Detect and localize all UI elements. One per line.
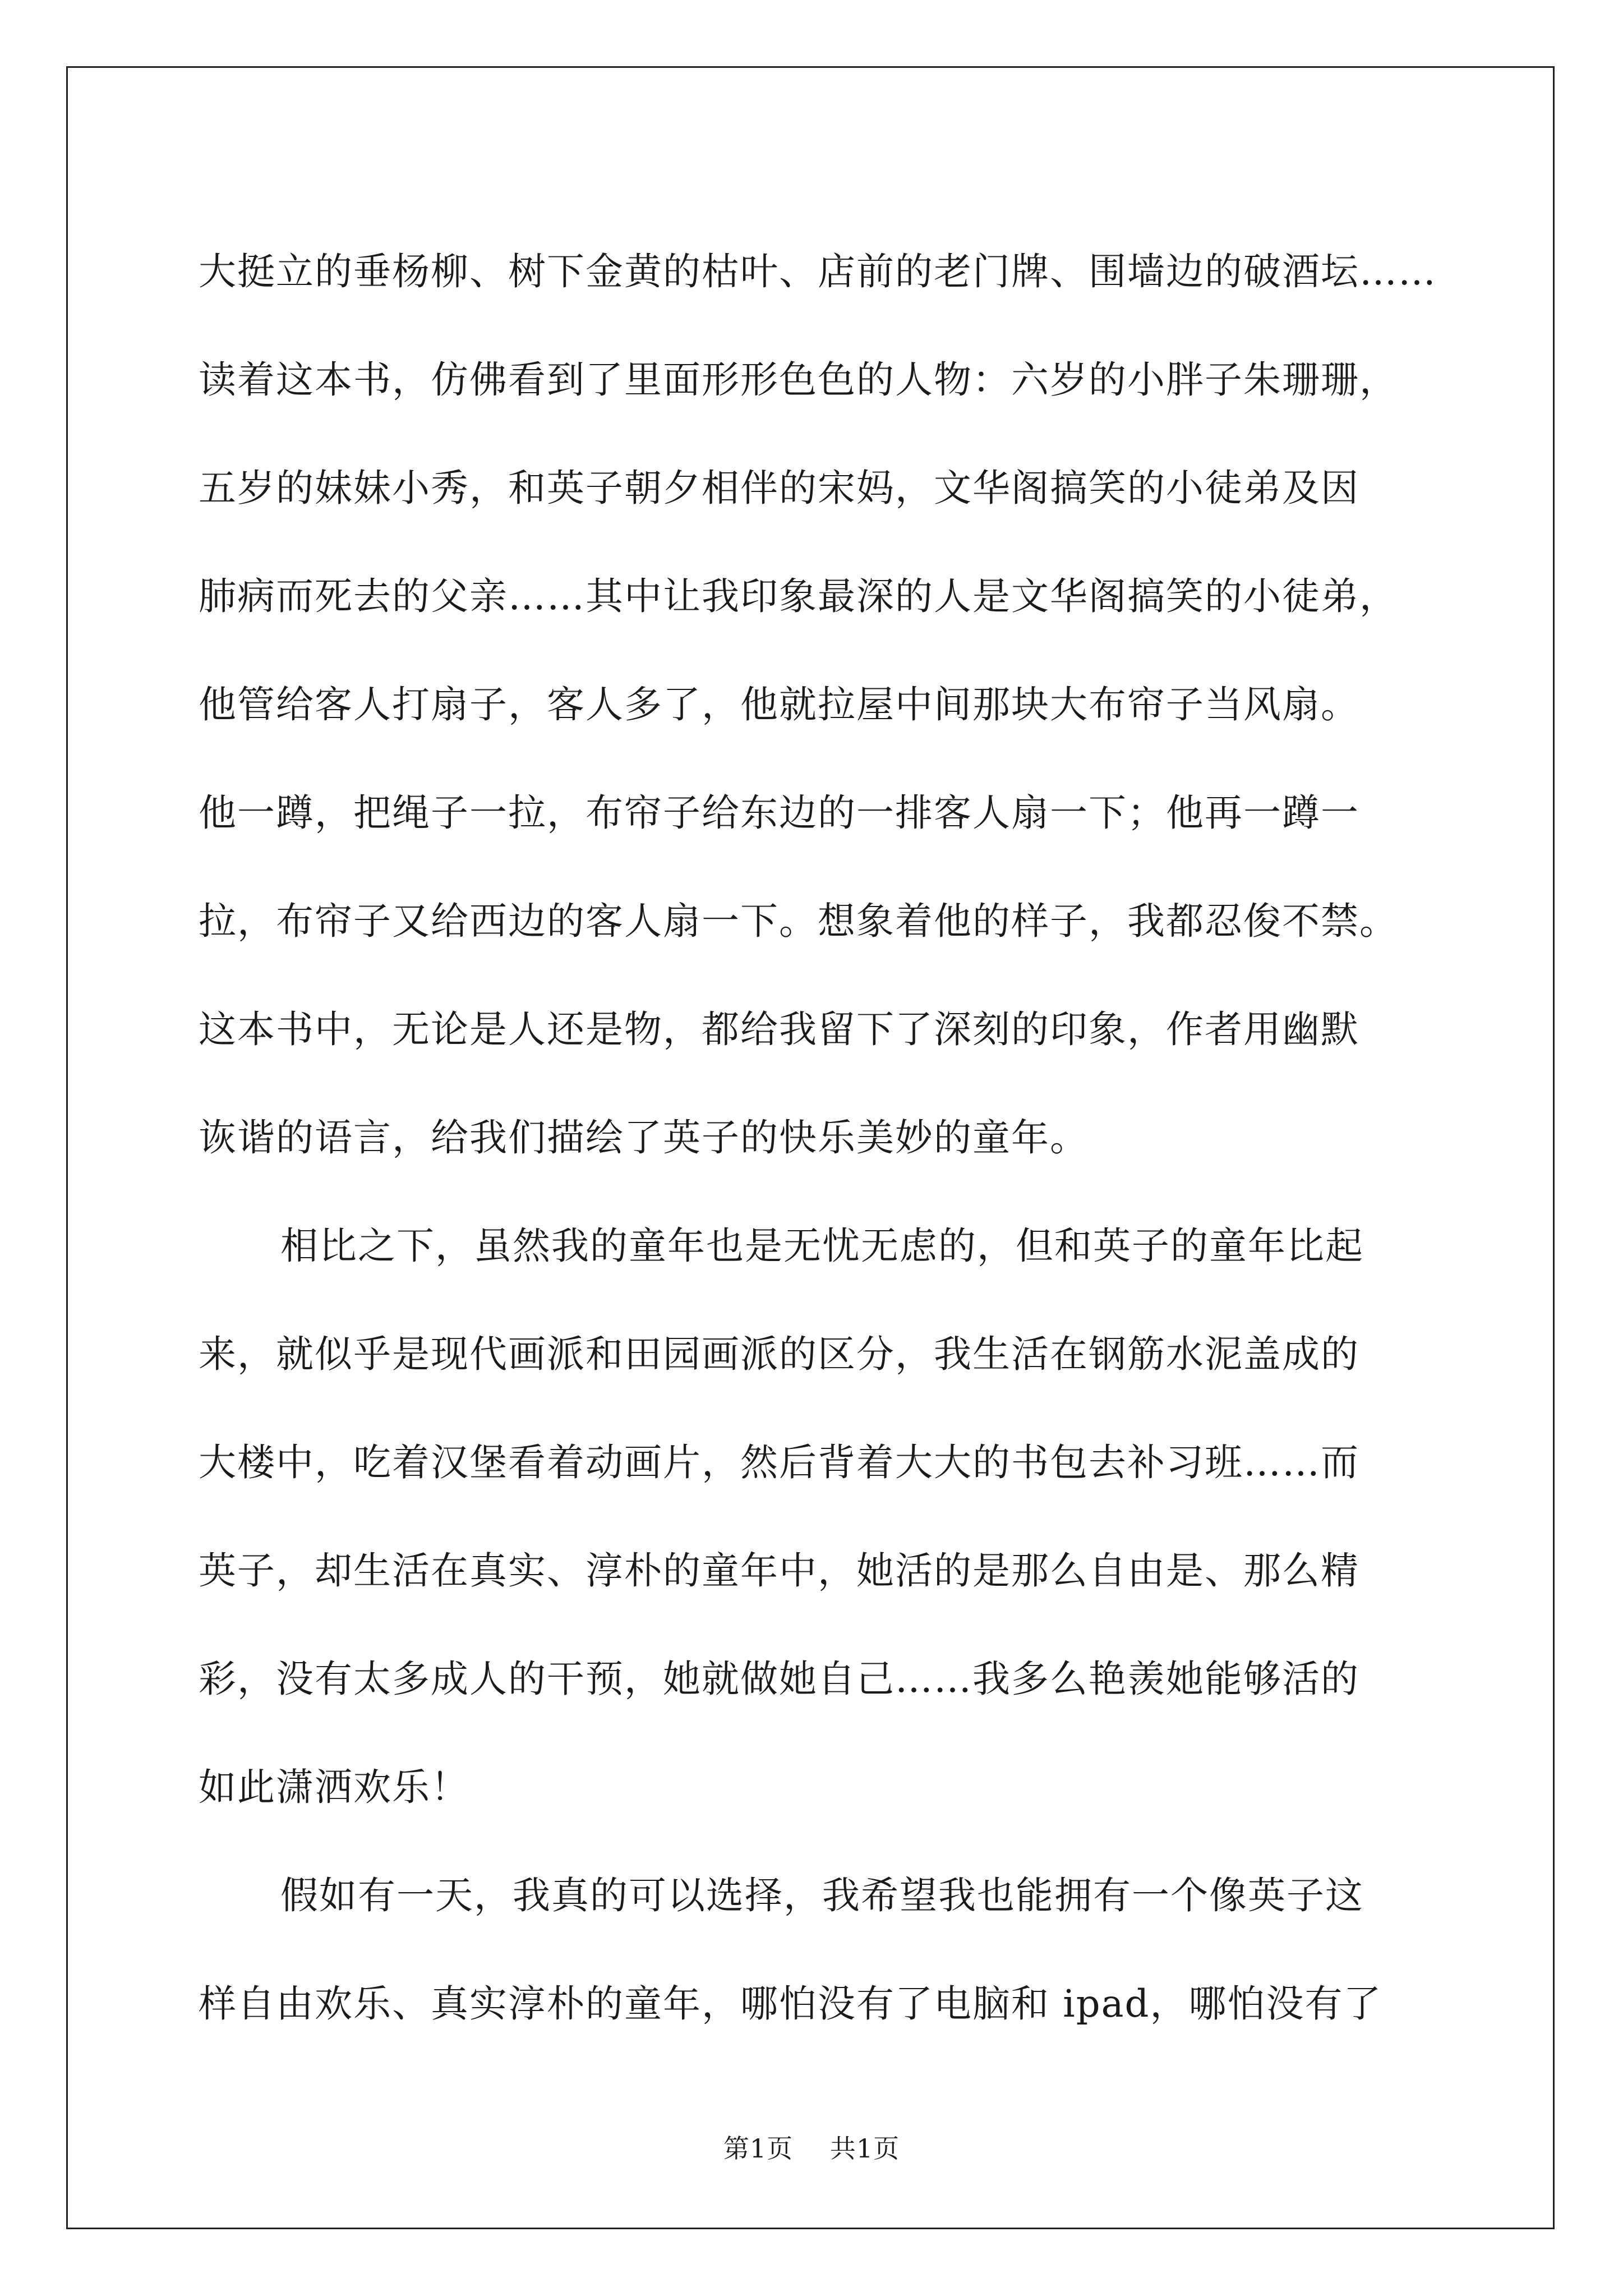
text-line: 他一蹲，把绳子一拉，布帘子给东边的一排客人扇一下；他再一蹲一 — [199, 791, 1359, 835]
text-line: 相比之下，虽然我的童年也是无忧无虑的，但和英子的童年比起 — [280, 1224, 1364, 1268]
text-line: 大楼中，吃着汉堡看着动画片，然后背着大大的书包去补习班……而 — [199, 1441, 1359, 1484]
text-line: 如此潇洒欢乐！ — [199, 1765, 469, 1809]
text-line: 样自由欢乐、真实淳朴的童年，哪怕没有了电脑和 ipad，哪怕没有了 — [199, 1982, 1382, 2026]
text-line: 大挺立的垂杨柳、树下金黄的枯叶、店前的老门牌、围墙边的破酒坛…… — [199, 250, 1437, 293]
text-line: 诙谐的语言，给我们描绘了英子的快乐美妙的童年。 — [199, 1116, 1089, 1159]
page-total: 共1页 — [829, 2133, 900, 2164]
text-line: 拉，布帘子又给西边的客人扇一下。想象着他的样子，我都忍俊不禁。 — [199, 899, 1398, 943]
text-line: 假如有一天，我真的可以选择，我希望我也能拥有一个像英子这 — [280, 1874, 1364, 1917]
document-body — [199, 218, 1437, 2058]
text-line: 肺病而死去的父亲……其中让我印象最深的人是文华阁搞笑的小徒弟， — [199, 574, 1398, 618]
page-footer — [0, 2132, 1623, 2165]
text-line: 这本书中，无论是人还是物，都给我留下了深刻的印象，作者用幽默 — [199, 1007, 1359, 1051]
text-line: 五岁的妹妹小秀，和英子朝夕相伴的宋妈，文华阁搞笑的小徒弟及因 — [199, 466, 1359, 510]
text-line: 彩，没有太多成人的干预，她就做她自己……我多么艳羡她能够活的 — [199, 1657, 1359, 1701]
text-line: 读着这本书，仿佛看到了里面形形色色的人物：六岁的小胖子朱珊珊， — [199, 358, 1398, 402]
page-number: 第1页 — [723, 2133, 794, 2164]
text-line: 他管给客人打扇子，客人多了，他就拉屋中间那块大布帘子当风扇。 — [199, 683, 1359, 726]
text-line: 英子，却生活在真实、淳朴的童年中，她活的是那么自由是、那么精 — [199, 1549, 1359, 1593]
text-line: 来，就似乎是现代画派和田园画派的区分，我生活在钢筋水泥盖成的 — [199, 1332, 1359, 1376]
